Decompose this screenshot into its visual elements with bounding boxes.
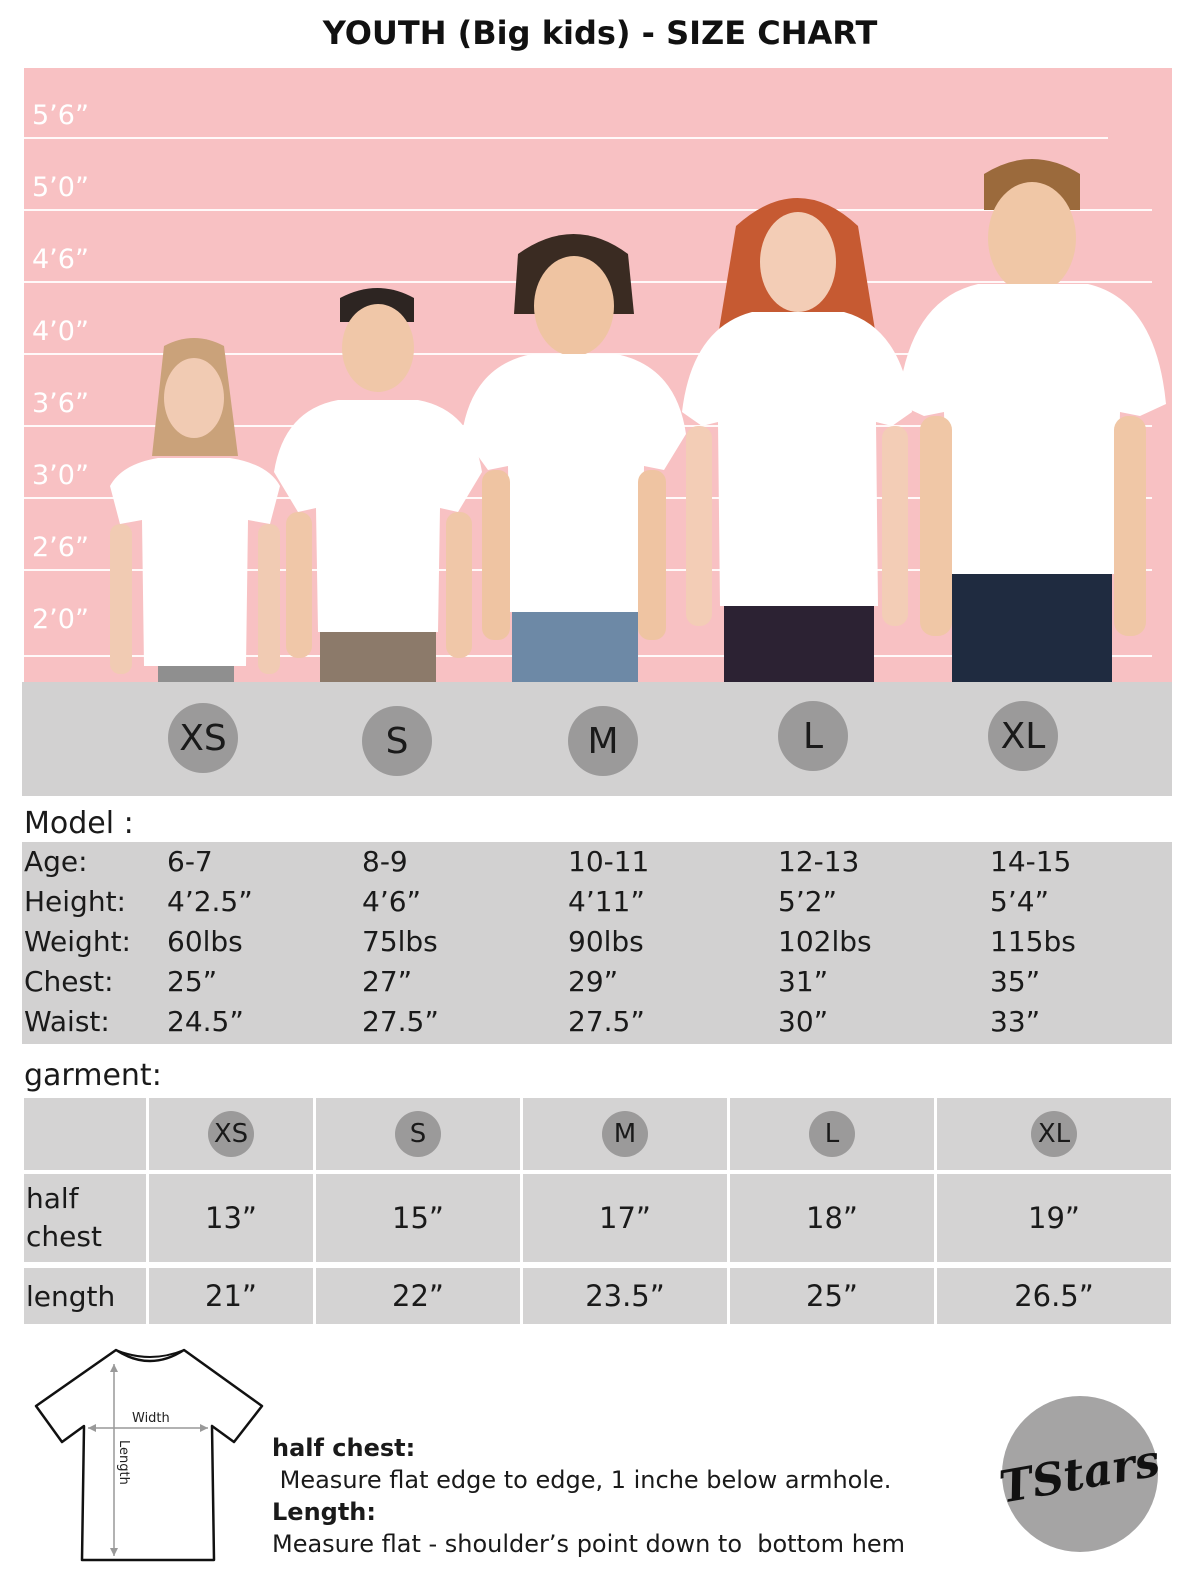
cell: 10-11 bbox=[568, 845, 650, 878]
height-label: 4’0” bbox=[32, 316, 89, 347]
cell: 6-7 bbox=[167, 845, 213, 878]
height-line bbox=[24, 137, 1108, 139]
cell: 29” bbox=[568, 965, 619, 998]
model-photo-l bbox=[680, 186, 914, 682]
row-label: Height: bbox=[24, 885, 126, 918]
size-badge-l: L bbox=[778, 701, 848, 771]
size-badge-m: M bbox=[602, 1111, 648, 1157]
model-photo-m bbox=[458, 224, 690, 682]
model-heading: Model : bbox=[24, 806, 134, 841]
cell: 18” bbox=[730, 1174, 934, 1262]
cell: 5’4” bbox=[990, 885, 1050, 918]
height-label: 5’0” bbox=[32, 172, 89, 203]
cell: 4’6” bbox=[362, 885, 422, 918]
cell: 35” bbox=[990, 965, 1041, 998]
page-title: YOUTH (Big kids) - SIZE CHART bbox=[322, 14, 878, 52]
cell: 25” bbox=[167, 965, 218, 998]
garment-size-header bbox=[523, 1098, 727, 1170]
cell: 60lbs bbox=[167, 925, 243, 958]
half-chest-text: Measure flat edge to edge, 1 inche below armhole. bbox=[272, 1466, 892, 1494]
model-row-height bbox=[22, 885, 1172, 925]
width-label: Width bbox=[132, 1411, 170, 1426]
row-label-half-chest: half chest bbox=[24, 1174, 146, 1262]
row-label: Waist: bbox=[24, 1005, 110, 1038]
cell: 25” bbox=[730, 1268, 934, 1324]
size-badge-s: S bbox=[362, 706, 432, 776]
size-badge-m: M bbox=[568, 706, 638, 776]
model-row-waist bbox=[22, 1005, 1172, 1045]
cell: 15” bbox=[316, 1174, 520, 1262]
cell: 4’11” bbox=[568, 885, 645, 918]
model-row-chest bbox=[22, 965, 1172, 1005]
row-label: Weight: bbox=[24, 925, 131, 958]
cell: 19” bbox=[937, 1174, 1171, 1262]
cell: 75lbs bbox=[362, 925, 438, 958]
size-bar bbox=[22, 682, 1172, 796]
model-photo-xs bbox=[102, 336, 288, 682]
cell: 8-9 bbox=[362, 845, 408, 878]
garment-size-header bbox=[316, 1098, 520, 1170]
garment-size-header bbox=[730, 1098, 934, 1170]
cell: 27.5” bbox=[362, 1005, 439, 1038]
height-label: 3’0” bbox=[32, 460, 89, 491]
garment-size-header bbox=[937, 1098, 1171, 1170]
row-label: Age: bbox=[24, 845, 88, 878]
height-label: 2’6” bbox=[32, 532, 89, 563]
model-table bbox=[22, 842, 1172, 1044]
brand-logo bbox=[996, 1396, 1164, 1552]
garment-corner-cell bbox=[24, 1098, 146, 1170]
size-badge-s: S bbox=[395, 1111, 441, 1157]
cell: 26.5” bbox=[937, 1268, 1171, 1324]
tshirt-icon bbox=[34, 1346, 264, 1564]
height-chart bbox=[24, 68, 1172, 682]
cell: 13” bbox=[149, 1174, 313, 1262]
garment-size-header bbox=[149, 1098, 313, 1170]
length-text: Measure flat - shoulder’s point down to bottom hem bbox=[272, 1530, 906, 1558]
model-row-age bbox=[22, 845, 1172, 885]
cell: 5’2” bbox=[778, 885, 838, 918]
length-heading: Length: bbox=[272, 1498, 376, 1526]
cell: 17” bbox=[523, 1174, 727, 1262]
height-label: 5’6” bbox=[32, 100, 89, 131]
logo-text: TStars bbox=[996, 1434, 1164, 1514]
cell: 33” bbox=[990, 1005, 1041, 1038]
model-row-weight bbox=[22, 925, 1172, 965]
cell: 14-15 bbox=[990, 845, 1072, 878]
size-badge-xs: XS bbox=[208, 1111, 254, 1157]
cell: 24.5” bbox=[167, 1005, 244, 1038]
garment-heading: garment: bbox=[24, 1058, 162, 1093]
height-label: 4’6” bbox=[32, 244, 89, 275]
size-badge-xl: XL bbox=[1031, 1111, 1077, 1157]
measurement-instructions bbox=[272, 1432, 905, 1560]
model-photo-s bbox=[268, 282, 488, 682]
size-badge-xs: XS bbox=[168, 703, 238, 773]
cell: 90lbs bbox=[568, 925, 644, 958]
cell: 31” bbox=[778, 965, 829, 998]
row-label-length: length bbox=[24, 1268, 146, 1324]
half-chest-heading: half chest: bbox=[272, 1434, 416, 1462]
model-photo-xl bbox=[894, 154, 1170, 682]
size-badge-xl: XL bbox=[988, 701, 1058, 771]
cell: 27.5” bbox=[568, 1005, 645, 1038]
height-label: 2’0” bbox=[32, 604, 89, 635]
cell: 30” bbox=[778, 1005, 829, 1038]
cell: 22” bbox=[316, 1268, 520, 1324]
cell: 27” bbox=[362, 965, 413, 998]
cell: 12-13 bbox=[778, 845, 860, 878]
cell: 115bs bbox=[990, 925, 1076, 958]
length-label: Length bbox=[116, 1440, 131, 1485]
cell: 102lbs bbox=[778, 925, 872, 958]
tshirt-diagram bbox=[34, 1346, 264, 1568]
height-label: 3’6” bbox=[32, 388, 89, 419]
cell: 21” bbox=[149, 1268, 313, 1324]
row-label: Chest: bbox=[24, 965, 114, 998]
cell: 23.5” bbox=[523, 1268, 727, 1324]
cell: 4’2.5” bbox=[167, 885, 253, 918]
size-badge-l: L bbox=[809, 1111, 855, 1157]
